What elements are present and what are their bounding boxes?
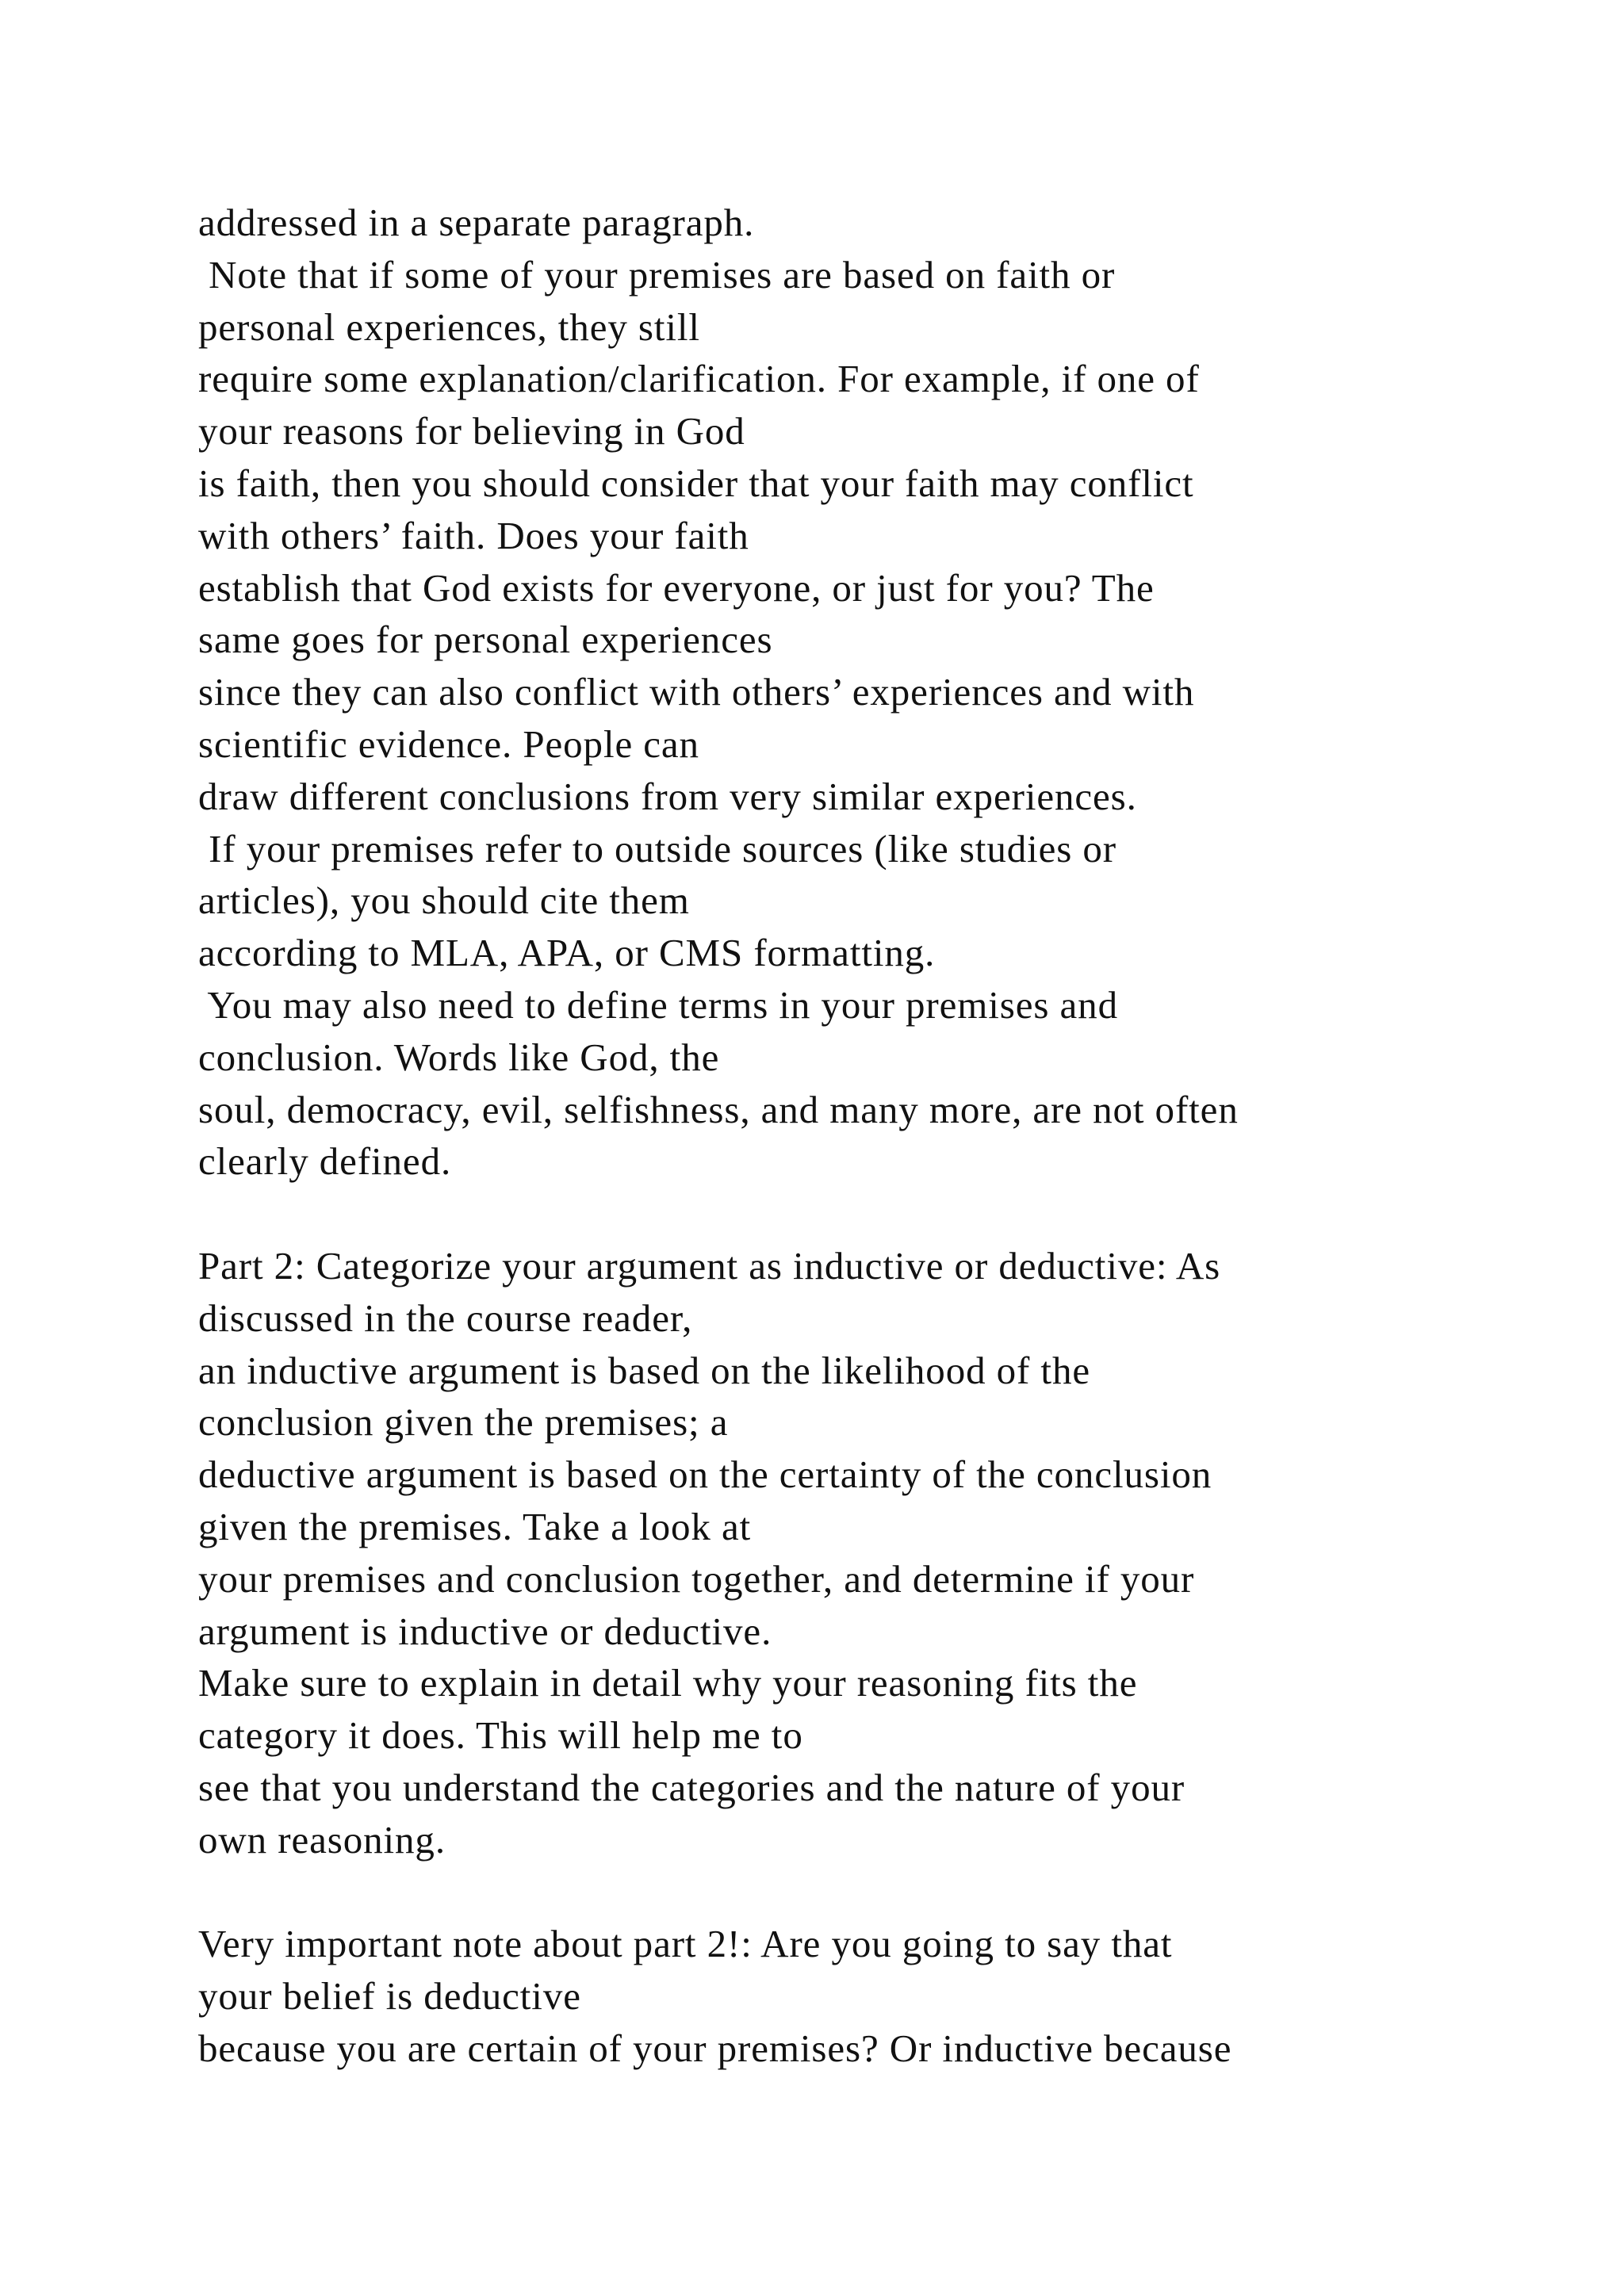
text-line: own reasoning. [198, 1817, 446, 1862]
text-line: your reasons for believing in God [198, 409, 745, 453]
text-line: because you are certain of your premises? Or inductive because [198, 2026, 1232, 2070]
text-line: establish that God exists for everyone, or just for you? The [198, 565, 1155, 610]
text-line: deductive argument is based on the certainty of the conclusion [198, 1452, 1212, 1497]
text-line: your premises and conclusion together, and determine if your [198, 1556, 1195, 1601]
text-line: require some explanation/clarification. For example, if one of [198, 357, 1200, 401]
text-line: articles), you should cite them [198, 878, 690, 923]
text-line: You may also need to define terms in your premises and [198, 982, 1118, 1027]
text-line: an inductive argument is based on the likelihood of the [198, 1348, 1090, 1392]
text-line: category it does. This will help me to [198, 1713, 803, 1758]
text-line: Note that if some of your premises are based on faith or [198, 252, 1116, 297]
text-line: according to MLA, APA, or CMS formatting. [198, 931, 936, 975]
text-line: addressed in a separate paragraph. [198, 201, 755, 244]
text-line: given the premises. Take a look at [198, 1504, 752, 1548]
text-line: personal experiences, they still [198, 304, 700, 349]
text-line: conclusion given the premises; a [198, 1400, 729, 1445]
text-line: same goes for personal experiences [198, 618, 773, 662]
text-line: soul, democracy, evil, selfishness, and many more, are not often [198, 1087, 1239, 1131]
text-line: Very important note about part 2!: Are you going to say that [198, 1922, 1173, 1966]
document-body-text [198, 197, 1546, 2075]
text-line: argument is inductive or deductive. [198, 1609, 772, 1653]
blank-line [198, 1866, 1546, 1919]
text-line: with others’ faith. Does your faith [198, 513, 749, 557]
blank-line [198, 1188, 1546, 1240]
text-line: scientific evidence. People can [198, 721, 699, 766]
text-line: draw different conclusions from very similar experiences. [198, 774, 1137, 818]
text-line: Part 2: Categorize your argument as inductive or deductive: As [198, 1243, 1221, 1288]
text-line: Make sure to explain in detail why your reasoning fits the [198, 1661, 1138, 1705]
text-line: discussed in the course reader, [198, 1295, 693, 1340]
text-line: is faith, then you should consider that your faith may conflict [198, 461, 1194, 505]
text-line: conclusion. Words like God, the [198, 1035, 720, 1079]
text-line: see that you understand the categories and the nature of your [198, 1765, 1185, 1809]
text-line: your belief is deductive [198, 1974, 581, 2019]
text-line: since they can also conflict with others’ experiences and with [198, 670, 1195, 714]
text-line: clearly defined. [198, 1139, 452, 1184]
text-line: If your premises refer to outside sources (like studies or [198, 826, 1117, 871]
